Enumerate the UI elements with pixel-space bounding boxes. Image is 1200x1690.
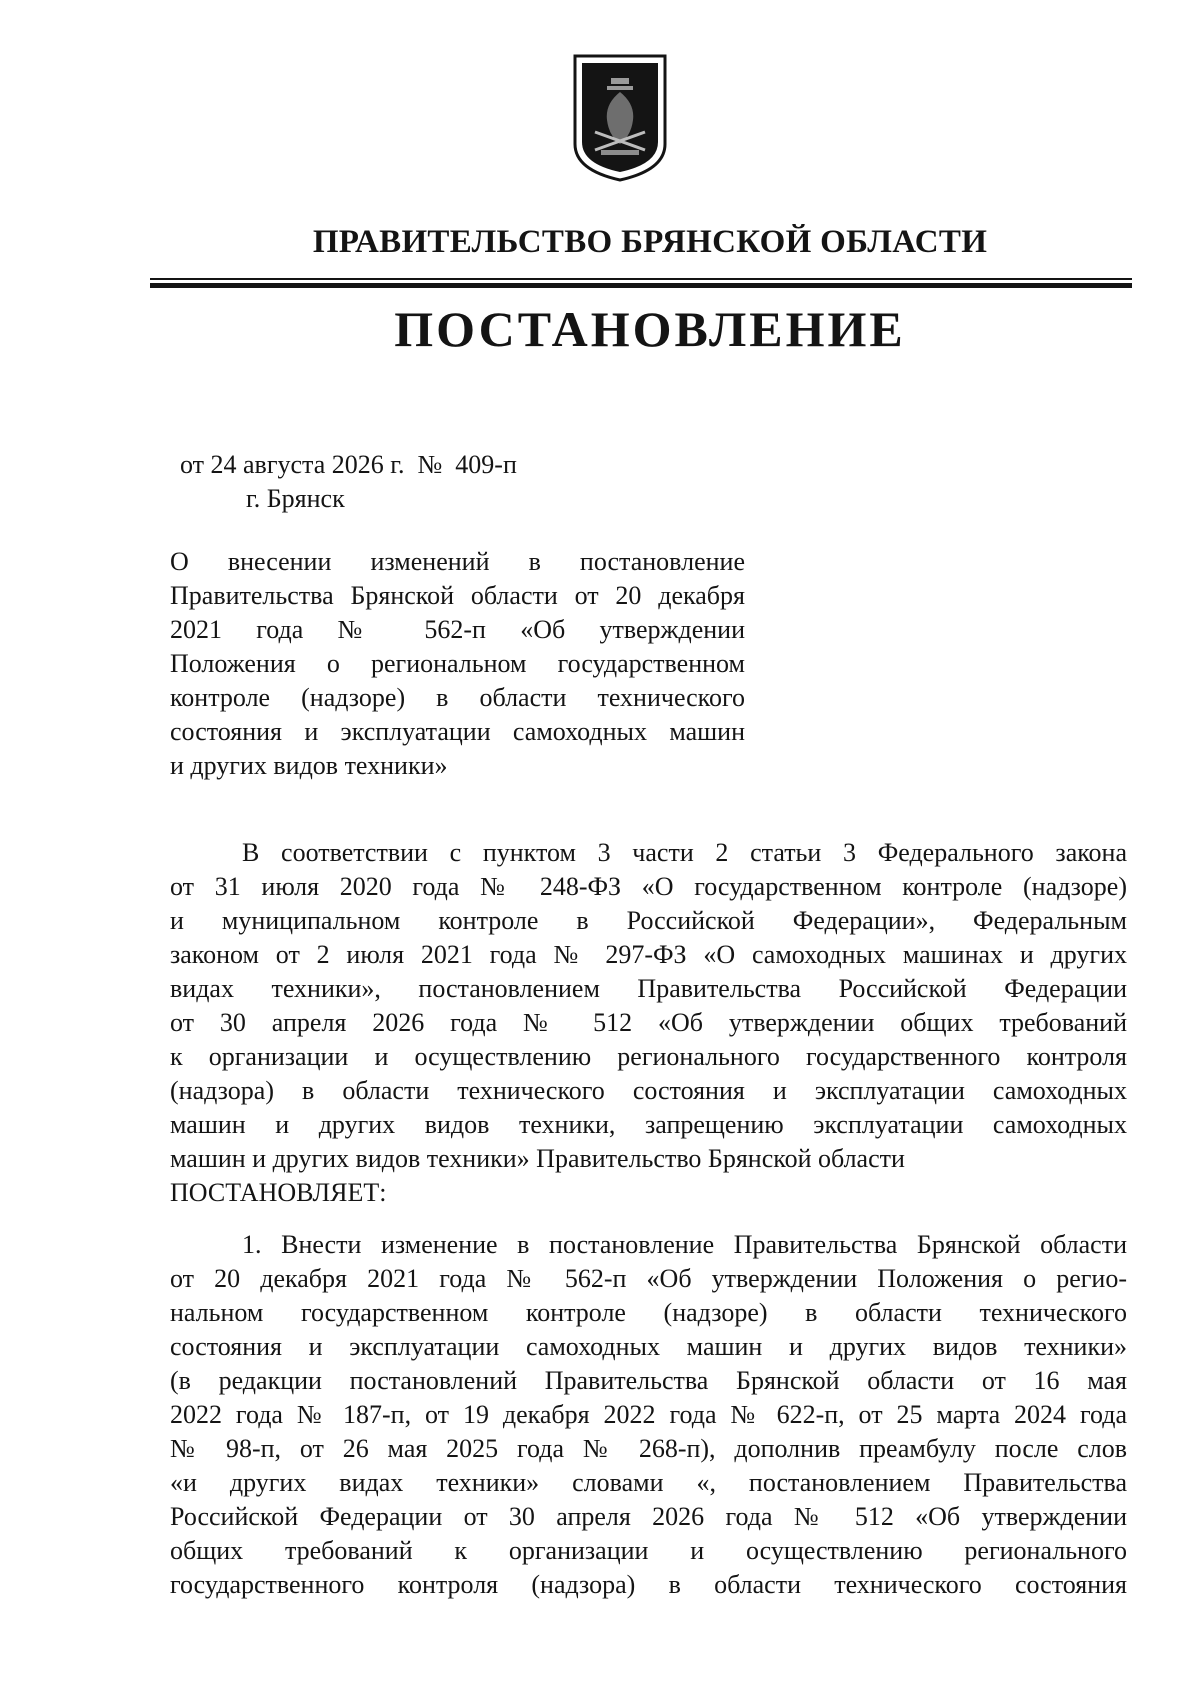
- body-line: № 98-п, от 26 мая 2025 года № 268-п), дополнив преамбулу после слов: [170, 1434, 1127, 1463]
- body-line: Российской Федерации от 30 апреля 2026 года № 512 «Об утверждении: [170, 1502, 1127, 1531]
- header-divider-thick: [150, 283, 1132, 288]
- header-divider-thin: [150, 278, 1132, 280]
- document-subject: [170, 545, 745, 783]
- body-line: общих требований к организации и осуществлению регионального: [170, 1536, 1127, 1565]
- preamble-paragraph: [170, 836, 1127, 1210]
- document-city: г. Брянск: [246, 484, 345, 513]
- subject-line: контроле (надзоре) в области технического: [170, 683, 745, 712]
- organization-title: ПРАВИТЕЛЬСТВО БРЯНСКОЙ ОБЛАСТИ: [312, 224, 988, 260]
- subject-line: состояния и эксплуатации самоходных машин: [170, 717, 745, 746]
- coat-of-arms-icon: [571, 52, 669, 184]
- body-line: состояния и эксплуатации самоходных машин и других видов техники»: [170, 1332, 1127, 1361]
- body-line: к организации и осуществлению регионального государственного контроля: [170, 1042, 1127, 1071]
- body-line: нальном государственном контроле (надзоре) в области технического: [170, 1298, 1127, 1327]
- document-type-title: ПОСТАНОВЛЕНИЕ: [394, 301, 906, 357]
- body-line: и муниципальном контроле в Российской Федерации», Федеральным: [170, 906, 1127, 935]
- body-line: от 20 декабря 2021 года № 562-п «Об утверждении Положения о регио-: [170, 1264, 1127, 1293]
- body-line: видах техники», постановлением Правительства Российской Федерации: [170, 974, 1127, 1003]
- body-line: «и других видах техники» словами «, постановлением Правительства: [170, 1468, 1127, 1497]
- body-line: от 30 апреля 2026 года № 512 «Об утверждении общих требований: [170, 1008, 1127, 1037]
- body-line: (в редакции постановлений Правительства Брянской области от 16 мая: [170, 1366, 1127, 1395]
- subject-line: Правительства Брянской области от 20 декабря: [170, 581, 745, 610]
- subject-line: О внесении изменений в постановление: [170, 547, 745, 576]
- body-line: 1. Внести изменение в постановление Правительства Брянской области: [242, 1230, 1127, 1259]
- subject-line: и других видов техники»: [170, 751, 448, 780]
- subject-line: 2021 года № 562-п «Об утверждении: [170, 615, 745, 644]
- body-line: 2022 года № 187-п, от 19 декабря 2022 года № 622-п, от 25 марта 2024 года: [170, 1400, 1127, 1429]
- body-line: законом от 2 июля 2021 года № 297-ФЗ «О самоходных машинах и других: [170, 940, 1127, 969]
- body-line: машин и других видов техники, запрещению эксплуатации самоходных: [170, 1110, 1127, 1139]
- body-line: машин и других видов техники» Правительство Брянской области: [170, 1144, 905, 1173]
- document-date-number: от 24 августа 2026 г. № 409-п: [180, 450, 517, 479]
- body-line: В соответствии с пунктом 3 части 2 статьи 3 Федерального закона: [242, 838, 1127, 867]
- body-line: государственного контроля (надзора) в области технического состояния: [170, 1570, 1127, 1599]
- subject-line: Положения о региональном государственном: [170, 649, 745, 678]
- decree-keyword: ПОСТАНОВЛЯЕТ:: [170, 1178, 387, 1207]
- body-line: (надзора) в области технического состояния и эксплуатации самоходных: [170, 1076, 1127, 1105]
- body-line: от 31 июля 2020 года № 248-ФЗ «О государственном контроле (надзоре): [170, 872, 1127, 901]
- item-1-paragraph: [170, 1228, 1127, 1602]
